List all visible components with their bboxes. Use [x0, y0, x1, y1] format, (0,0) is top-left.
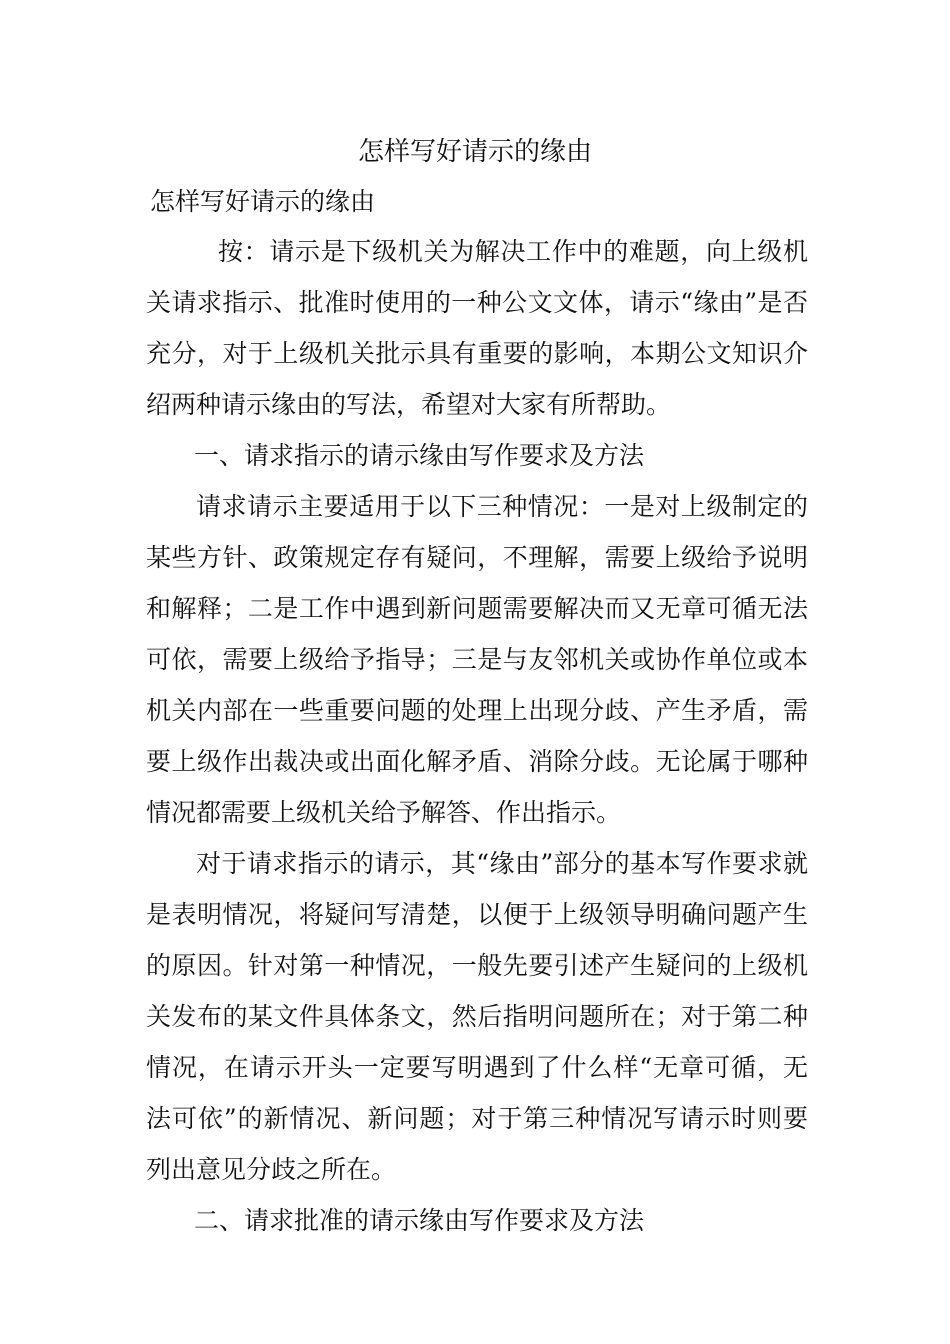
body-paragraph: 对于请求指示的请示，其“缘由”部分的基本写作要求就是表明情况，将疑问写清楚，以便于上级领导明确问题产生的原因。针对第一种情况，一般先要引述产生疑问的上级机关发布的某文件具体条文，然后指明问题所在；对于第二种情况，在请示开头一定要写明遇到了什么样“无章可循，无法可依”的新情况、新问题；对于第三种情况写请示时则要列出意见分歧之所在。 [146, 849, 808, 1184]
document-subtitle: 怎样写好请示的缘由 [150, 187, 376, 216]
section-heading-2: 二、请求批准的请示缘由写作要求及方法 [194, 1206, 645, 1235]
editor-note-paragraph: 按：请示是下级机关为解决工作中的难题，向上级机关请求指示、批准时使用的一种公文文体，请示“缘由”是否充分，对于上级机关批示具有重要的影响，本期公文知识介绍两种请示缘由的写法，希望对大家有所帮助。 [146, 237, 808, 419]
body-paragraph: 请求请示主要适用于以下三种情况：一是对上级制定的某些方针、政策规定存有疑问，不理解，需要上级给予说明和解释；二是工作中遇到新问题需要解决而又无章可循无法可依，需要上级给予指导；三是与友邻机关或协作单位或本机关内部在一些重要问题的处理上出现分歧、产生矛盾，需要上级作出裁决或出面化解矛盾、消除分歧。无论属于哪种情况都需要上级机关给予解答、作出指示。 [146, 492, 808, 827]
document-body [146, 226, 808, 1246]
document-title: 怎样写好请示的缘由 [357, 137, 592, 167]
section-heading-1: 一、请求指示的请示缘由写作要求及方法 [194, 441, 645, 470]
